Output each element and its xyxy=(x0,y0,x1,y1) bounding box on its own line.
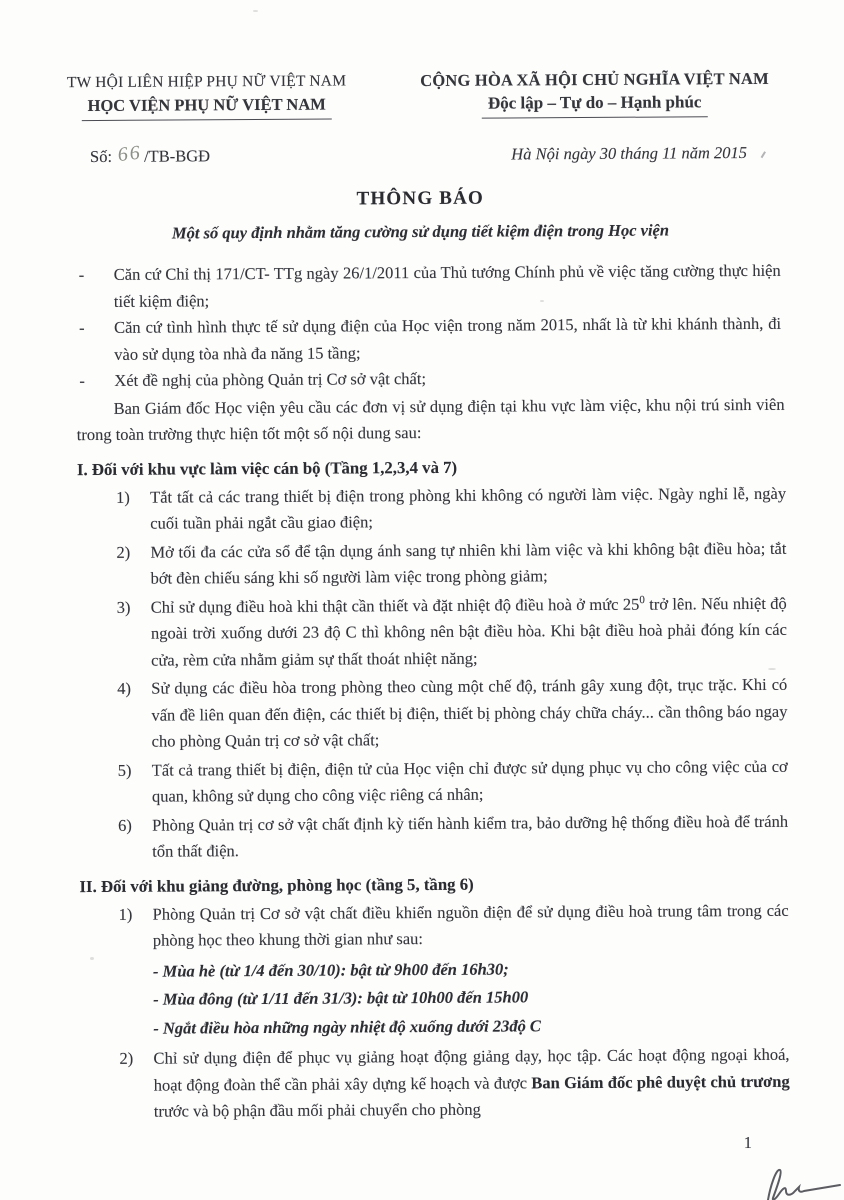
section1-item-4 xyxy=(117,672,787,756)
item-number: 4) xyxy=(117,678,132,698)
section1-heading: I. Đối với khu vực làm việc cán bộ (Tầng 1,2,3,4 và 7) xyxy=(76,457,458,479)
item-number: 6) xyxy=(118,815,132,835)
section1-item-3 xyxy=(117,590,787,674)
item-text: Tất cả trang thiết bị điện, điện tử của Học viện chỉ được sử dụng phục vụ cho công việc của cơ quan, không sử dụng cho công việc riêng cá nhân; xyxy=(151,756,788,806)
section2-item-2 xyxy=(119,1042,789,1126)
national-motto: Độc lập – Tự do – Hạnh phúc xyxy=(380,90,810,120)
preamble-bullet-text: Xét đề nghị của phòng Quản trị Cơ sở vật chất; xyxy=(114,368,427,390)
parent-org-name: TW HỘI LIÊN HIỆP PHỤ NỮ VIỆT NAM xyxy=(66,72,347,92)
document-header xyxy=(0,0,842,122)
item-number: 2) xyxy=(119,1048,134,1068)
page-number: 1 xyxy=(743,1133,752,1152)
document-number xyxy=(90,143,210,169)
preamble-bullet-text: Căn cứ Chỉ thị 171/CT- TTg ngày 26/1/2011 của Thủ tướng Chính phủ về việc tăng cường thực hiện tiết kiệm điện; xyxy=(113,260,781,311)
scan-speck xyxy=(768,668,776,670)
item-text: Phòng Quản trị cơ sở vật chất định kỳ tiến hành kiểm tra, bảo dưỡng hệ thống điều hoà để tránh tổn thất điện. xyxy=(152,811,789,861)
section1-item-1 xyxy=(116,480,786,537)
issuing-org-block xyxy=(48,70,366,121)
doc-number-prefix: Số: xyxy=(89,146,113,167)
item-text: Chỉ sử dụng điều hoà khi thật cần thiết và đặt nhiệt độ điều hoà ở mức $25^0$ trở lên. Nếu nhiệt độ ngoài trời xuống dưới 23 độ C thì không nên bật điều hòa. Khi bật điều hoà phải đóng kín các cửa, rèm cửa nhằm giảm sự thất thoát nhiệt năng; xyxy=(150,593,787,670)
handwritten-doc-number: 66 xyxy=(116,141,143,167)
schedule-sub-bullets xyxy=(153,953,754,1042)
bold-phrase: Ban Giám đốc phê duyệt chủ trương xyxy=(531,1071,790,1092)
issuing-org-name: HỌC VIỆN PHỤ NỮ VIỆT NAM xyxy=(48,92,366,121)
schedule-summer: - Mùa hè (từ 1/4 đến 30/10): bật từ 9h00 đến 16h30; xyxy=(152,958,509,981)
section1-item-2 xyxy=(116,535,786,592)
pen-tick-mark xyxy=(761,152,766,159)
schedule-cutoff: - Ngắt điều hòa những ngày nhiệt độ xuống dưới 23độ C xyxy=(153,1015,541,1038)
preamble-bullet-text: Căn cứ tình hình thực tế sử dụng điện của Học viện trong năm 2015, nhất là từ khi khánh thành, đi vào sử dụng tòa nhà đa năng 15 tầng; xyxy=(114,313,782,364)
preamble xyxy=(0,257,844,449)
section2-heading: II. Đối với khu giảng đường, phòng học (tầng 5, tầng 6) xyxy=(79,874,474,896)
lead-paragraph: Ban Giám đốc Học viện yêu cầu các đơn vị sử dụng điện tại khu vực làm việc, khu nội trú sinh viên trong toàn trường thực hiện tốt một số nội dung sau: xyxy=(76,394,785,445)
item-number: 2) xyxy=(116,542,131,562)
item-number: 1) xyxy=(116,487,130,507)
preamble-bullet xyxy=(79,258,781,315)
scan-speck xyxy=(540,300,544,302)
scan-speck xyxy=(253,10,258,12)
scan-speck xyxy=(90,957,94,960)
meta-row xyxy=(0,139,842,169)
preamble-bullet xyxy=(79,364,781,395)
item-number: 3) xyxy=(116,597,131,617)
item-number: 1) xyxy=(118,904,133,924)
item-text: Chỉ sử dụng điện để phục vụ giảng hoạt động giảng dạy, học tập. Các hoạt động ngoại khoá, hoạt động đoàn thể cần phải xây dựng kế hoạch và được Ban Giám đốc phê duyệt chủ trương trước và bộ phận đầu mối phải chuyển cho phòng xyxy=(153,1044,790,1121)
dash-bullet: - xyxy=(79,371,85,391)
schedule-winter: - Mùa đông (từ 1/11 đến 31/3): bật từ 10h00 đến 15h00 xyxy=(153,987,529,1009)
item-text: Phòng Quản trị Cơ sở vật chất điều khiển nguồn điện để sử dụng điều hoà trung tâm trong các phòng học theo khung thời gian như sau: xyxy=(152,900,789,950)
document-subtitle: Một số quy định nhằm tăng cường sử dụng tiết kiệm điện trong Học viện xyxy=(171,220,670,243)
section2-item-1 xyxy=(119,897,789,954)
superscript-degree: 0 xyxy=(639,593,645,606)
signature-mark xyxy=(756,1158,842,1200)
section1-item-6 xyxy=(118,808,788,865)
document-title: THÔNG BÁO xyxy=(356,187,485,210)
item-text: Mở tối đa các cửa sổ để tận dụng ánh sang tự nhiên khi làm việc và khi không bật điều hòa; tắt bớt đèn chiếu sáng khi số người làm việc trong phòng giảm; xyxy=(150,538,787,588)
item-number: 5) xyxy=(117,760,132,780)
doc-number-suffix: /TB-BGĐ xyxy=(143,146,211,166)
preamble-bullet xyxy=(79,311,781,368)
item-text: Tắt tất cả các trang thiết bị điện trong phòng khi không có người làm việc. Ngày nghỉ lễ, ngày cuối tuần phải ngắt cầu giao điện; xyxy=(150,483,787,533)
dash-bullet: - xyxy=(79,318,85,338)
item-text: Sử dụng các điều hòa trong phòng theo cùng một chế độ, tránh gây xung đột, trục trặc. Khi có vấn đề liên quan đến điện, các thiết bị điện, thiết bị phòng cháy chữa cháy... cần thông báo ngay cho phòng Quản trị cơ sở vật chất; xyxy=(151,674,788,751)
date-line: Hà Nội ngày 30 tháng 11 năm 2015 xyxy=(511,140,770,167)
dash-bullet: - xyxy=(78,265,85,285)
section1-item-5 xyxy=(118,753,788,810)
national-title: CỘNG HÒA XÃ HỘI CHỦ NGHĨA VIỆT NAM xyxy=(420,68,769,91)
national-header-block xyxy=(379,68,809,120)
